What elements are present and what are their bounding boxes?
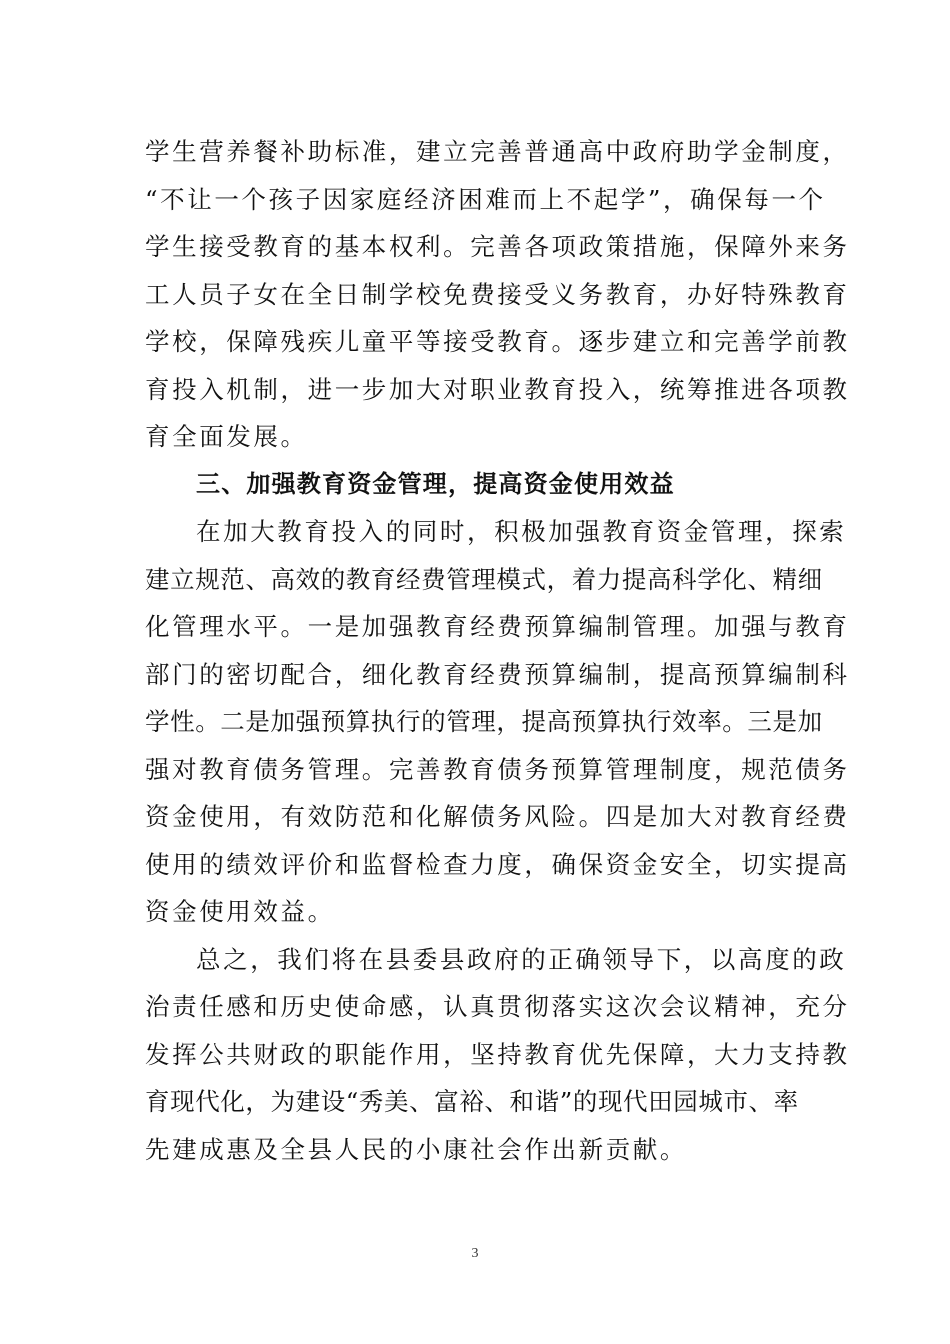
paragraph-1-line-2: “不让一个孩子因家庭经济困难而上不起学”，确保每一个 (145, 184, 826, 214)
paragraph-2-line-5: 学性。二是加强预算执行的管理，提高预算执行效率。三是加 (145, 707, 823, 736)
paragraph-1-line-6: 育投入机制，进一步加大对职业教育投入，统筹推进各项教 (145, 374, 850, 404)
paragraph-1 (145, 128, 850, 461)
document-body (145, 128, 850, 1173)
paragraph-3-line-2: 治责任感和历史使命感，认真贯彻落实这次会议精神，充分 (145, 992, 850, 1021)
paragraph-2-line-1: 在加大教育投入的同时，积极加强教育资金管理，探索 (196, 517, 847, 546)
paragraph-1-line-7: 育全面发展。 (145, 422, 308, 451)
paragraph-1-line-1: 学生营养餐补助标准，建立完善普通高中政府助学金制度， (145, 137, 850, 166)
paragraph-1-line-4: 工人员子女在全日制学校免费接受义务教育，办好特殊教育 (145, 279, 850, 309)
paragraph-3-line-5: 先建成惠及全县人民的小康社会作出新贡献。 (145, 1134, 687, 1164)
paragraph-2-line-8: 使用的绩效评价和监督检查力度，确保资金安全，切实提高 (145, 849, 850, 879)
paragraph-2 (145, 508, 850, 936)
paragraph-2-line-3: 化管理水平。一是加强教育经费预算编制管理。加强与教育 (145, 612, 850, 641)
paragraph-2-line-7: 资金使用，有效防范和化解债务风险。四是加大对教育经费 (145, 802, 850, 831)
paragraph-3-line-3: 发挥公共财政的职能作用，坚持教育优先保障，大力支持教 (145, 1039, 850, 1069)
page-number: 3 (471, 1246, 479, 1261)
paragraph-1-line-5: 学校，保障残疾儿童平等接受教育。逐步建立和完善学前教 (145, 327, 850, 356)
paragraph-2-line-9: 资金使用效益。 (145, 897, 335, 926)
paragraph-2-line-6: 强对教育债务管理。完善教育债务预算管理制度，规范债务 (145, 754, 850, 784)
paragraph-2-line-4: 部门的密切配合，细化教育经费预算编制，提高预算编制科 (145, 659, 850, 689)
paragraph-3-line-1: 总之，我们将在县委县政府的正确领导下，以高度的政 (196, 944, 847, 974)
paragraph-1-line-3: 学生接受教育的基本权利。完善各项政策措施，保障外来务 (145, 232, 850, 261)
paragraph-2-line-2: 建立规范、高效的教育经费管理模式，着力提高科学化、精细 (145, 564, 823, 594)
paragraph-3 (145, 936, 850, 1174)
section-heading: 三、加强教育资金管理，提高资金使用效益 (196, 469, 675, 498)
paragraph-3-line-4: 育现代化，为建设“秀美、富裕、和谐”的现代田园城市、率 (145, 1087, 799, 1116)
